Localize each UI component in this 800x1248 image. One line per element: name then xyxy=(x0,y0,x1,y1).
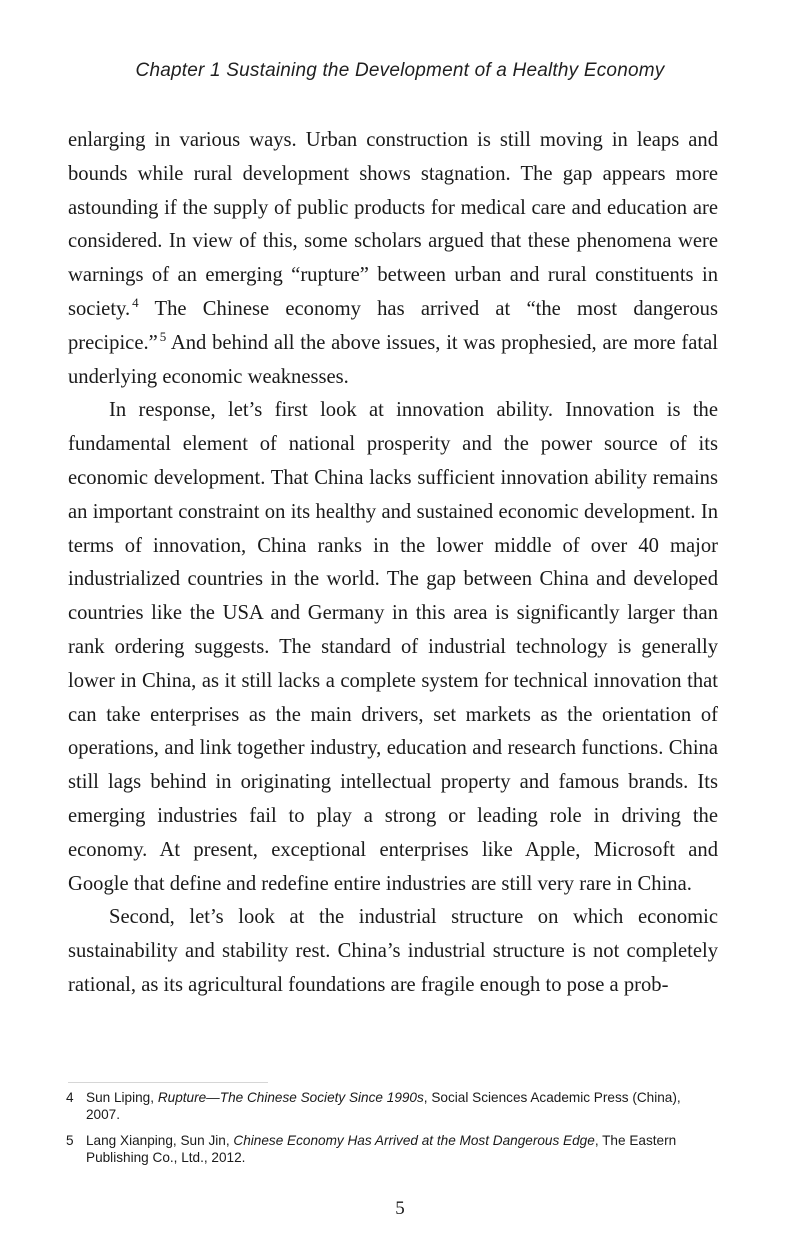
footnote-4 xyxy=(66,1089,718,1123)
page-number: 5 xyxy=(395,1198,405,1219)
footnote-title: Chinese Economy Has Arrived at the Most Dangerous Edge xyxy=(233,1133,595,1148)
footnote-text xyxy=(86,1132,718,1166)
footnote-author: Sun Liping, xyxy=(86,1090,158,1105)
footnote-number: 4 xyxy=(66,1090,74,1105)
paragraph-text: The Chinese economy has arrived at “the most dangerous precipice.” xyxy=(68,297,718,354)
footnote-publisher: , The Eastern Publishing Co., Ltd., 2012. xyxy=(86,1133,677,1165)
paragraph-text: enlarging in various ways. Urban construction is still moving in leaps and bounds while rural development shows stagnation. The gap appears more astounding if the supply of public products for medical care and education are considered. In view of this, some scholars argued that these phenomena were warnings of an emerging “rupture” between urban and rural constituents in society. xyxy=(68,129,718,320)
running-head: Chapter 1 Sustaining the Development of a Healthy Economy xyxy=(135,60,665,81)
body-text xyxy=(68,124,718,1003)
footnote-publisher: , Social Sciences Academic Press (China), 2007. xyxy=(86,1090,681,1122)
paragraph-text: And behind all the above issues, it was prophesied, are more fatal underlying economic weaknesses. xyxy=(68,331,718,388)
footnote-title: Rupture—The Chinese Society Since 1990s xyxy=(157,1090,424,1105)
footnote-text xyxy=(86,1089,718,1123)
footnotes xyxy=(66,1089,718,1175)
footnote-ref-4[interactable]: 4 xyxy=(132,295,139,311)
footnote-divider xyxy=(68,1082,268,1083)
footnote-5 xyxy=(66,1132,718,1166)
paragraph-industrial-structure: Second, let’s look at the industrial structure on which economic sustainability and stability rest. China’s industrial structure is not completely rational, as its agricultural foundations are fragile enough to pose a prob- xyxy=(68,906,718,996)
footnote-number: 5 xyxy=(66,1133,74,1148)
paragraph-innovation: In response, let’s first look at innovation ability. Innovation is the fundamental element of national prosperity and the power source of its economic development. That China lacks sufficient innovation ability remains an important constraint on its healthy and sustained economic development. In terms of innovation, China ranks in the lower middle of over 40 major industrialized countries in the world. The gap between China and developed countries like the USA and Germany in this area is significantly larger than rank ordering suggests. The standard of industrial technology is generally lower in China, as it still lacks a complete system for technical innovation that can take enterprises as the main drivers, set markets as the orientation of operations, and link together industry, education and research functions. China still lags behind in originating intellectual property and famous brands. Its emerging industries fail to play a strong or leading role in driving the economy. At present, exceptional enterprises like Apple, Microsoft and Google that define and redefine entire industries are still very rare in China. xyxy=(68,399,718,895)
paragraph-continuation xyxy=(68,124,718,394)
footnote-author: Lang Xianping, Sun Jin, xyxy=(86,1133,234,1148)
footnote-ref-5[interactable]: 5 xyxy=(159,328,167,344)
